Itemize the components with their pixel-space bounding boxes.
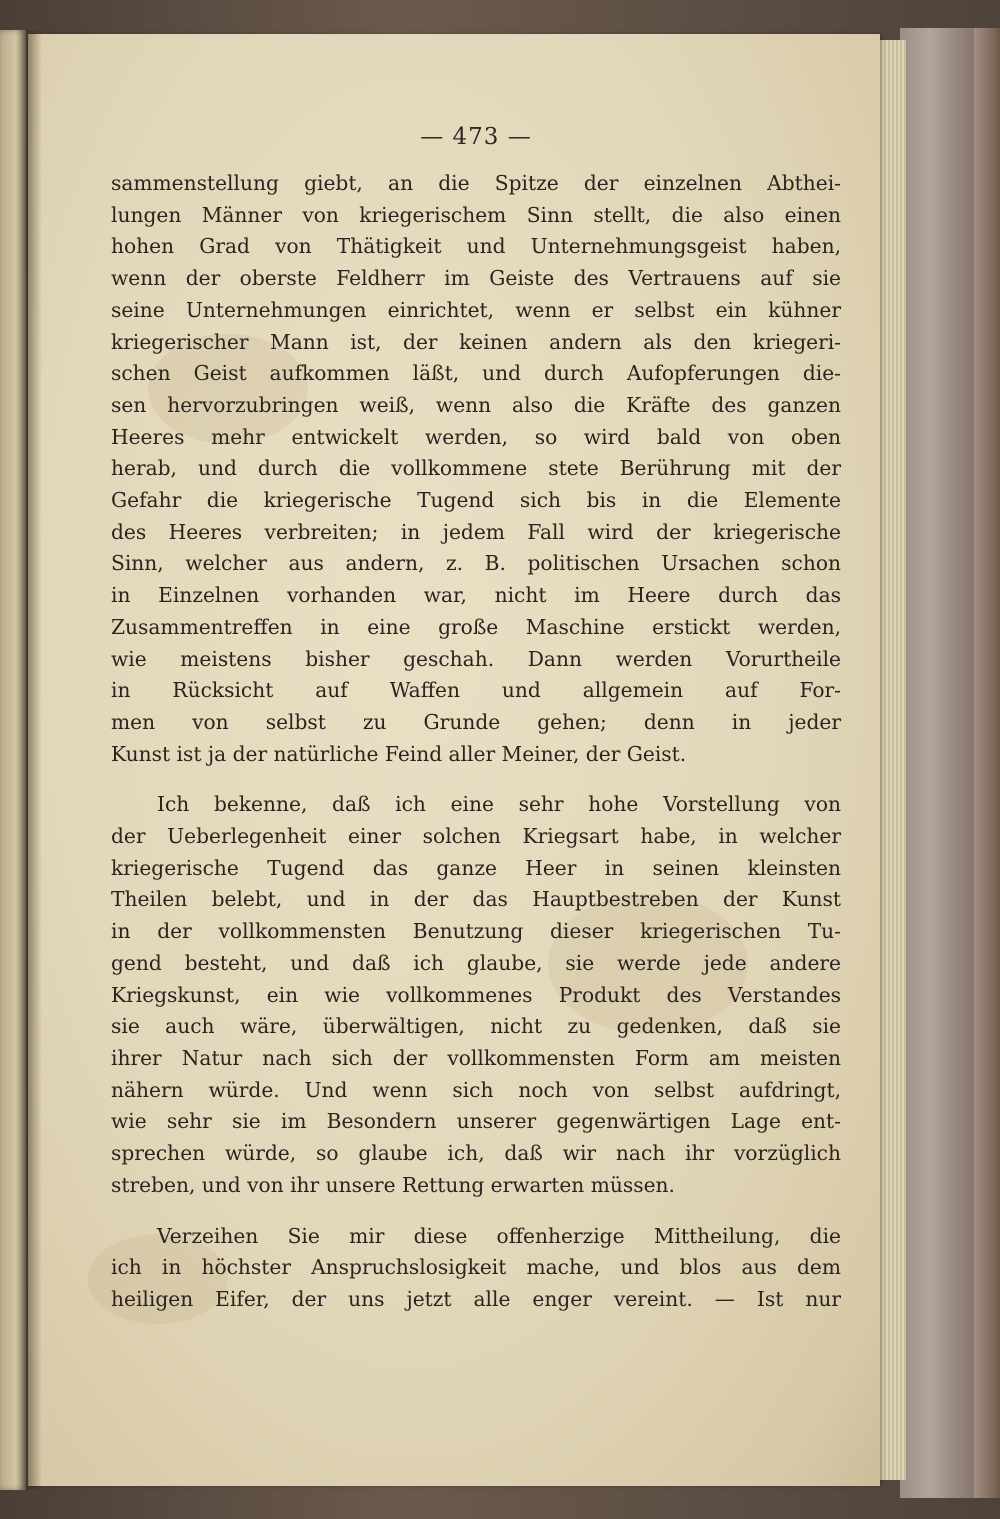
text-line: Verzeihen Sie mir diese offenherzige Mittheilung, die: [157, 1223, 841, 1248]
text-line: heiligen Eifer, der uns jetzt alle enger vereint. — Ist nur: [111, 1286, 841, 1311]
text-line: hohen Grad von Thätigkeit und Unternehmungsgeist haben,: [111, 234, 841, 259]
text-line: der Ueberlegenheit einer solchen Kriegsart habe, in welcher: [111, 824, 841, 849]
text-line: kriegerischer Mann ist, der keinen andern als den kriegeri-: [111, 329, 841, 354]
text-line: in Einzelnen vorhanden war, nicht im Heere durch das: [111, 583, 841, 608]
text-line: nähern würde. Und wenn sich noch von selbst aufdringt,: [111, 1077, 841, 1102]
text-line: lungen Männer von kriegerischem Sinn stellt, die also einen: [111, 202, 841, 227]
paragraph-1: [111, 168, 841, 770]
text-line: wenn der oberste Feldherr im Geiste des Vertrauens auf sie: [111, 266, 841, 291]
text-line: kriegerische Tugend das ganze Heer in seinen kleinsten: [111, 855, 841, 880]
text-line: in der vollkommensten Benutzung dieser kriegerischen Tu-: [111, 919, 841, 944]
left-page-edge: [0, 30, 26, 1490]
text-line: sprechen würde, so glaube ich, daß wir nach ihr vorzüglich: [111, 1141, 841, 1166]
paragraph-2: [111, 789, 841, 1201]
gutter-shadow: [26, 30, 42, 1490]
text-line: sie auch wäre, überwältigen, nicht zu gedenken, daß sie: [111, 1014, 841, 1039]
text-line: Zusammentreffen in eine große Maschine erstickt werden,: [111, 614, 841, 639]
text-line: in Rücksicht auf Waffen und allgemein auf For-: [111, 678, 841, 703]
text-line: wie sehr sie im Besondern unserer gegenwärtigen Lage ent-: [111, 1109, 841, 1134]
text-line: Kunst ist ja der natürliche Feind aller Meiner, der Geist.: [111, 741, 687, 766]
text-line: wie meistens bisher geschah. Dann werden Vorurtheile: [111, 646, 841, 671]
text-line: streben, und von ihr unsere Rettung erwarten müssen.: [111, 1172, 675, 1197]
text-line: Heeres mehr entwickelt werden, so wird bald von oben: [111, 424, 841, 449]
text-line: Kriegskunst, ein wie vollkommenes Produkt des Verstandes: [111, 982, 841, 1007]
text-line: men von selbst zu Grunde gehen; denn in jeder: [111, 709, 841, 734]
page-number: — 473 —: [420, 124, 532, 150]
paragraph-3: [111, 1221, 841, 1316]
text-line: Gefahr die kriegerische Tugend sich bis in die Elemente: [111, 488, 841, 513]
text-line: des Heeres verbreiten; in jedem Fall wird der kriegerische: [111, 519, 841, 544]
text-line: Theilen belebt, und in der das Hauptbestreben der Kunst: [111, 887, 841, 912]
text-line: Ich bekenne, daß ich eine sehr hohe Vorstellung von: [157, 792, 841, 817]
text-line: seine Unternehmungen einrichtet, wenn er selbst ein kühner: [111, 297, 841, 322]
text-line: ihrer Natur nach sich der vollkommensten Form am meisten: [111, 1045, 841, 1070]
book-page: [28, 34, 880, 1486]
book-cover-edge: [900, 28, 1000, 1498]
page-text: [111, 124, 841, 1316]
text-line: sammenstellung giebt, an die Spitze der einzelnen Abthei-: [111, 171, 841, 195]
text-line: sen hervorzubringen weiß, wenn also die Kräfte des ganzen: [111, 392, 841, 417]
text-line: gend besteht, und daß ich glaube, sie werde jede andere: [111, 950, 841, 975]
text-line: Sinn, welcher aus andern, z. B. politischen Ursachen schon: [111, 551, 841, 576]
text-line: herab, und durch die vollkommene stete Berührung mit der: [111, 456, 841, 481]
text-line: ich in höchster Anspruchslosigkeit mache, und blos aus dem: [111, 1255, 841, 1280]
text-line: schen Geist aufkommen läßt, und durch Aufopferungen die-: [111, 361, 841, 386]
